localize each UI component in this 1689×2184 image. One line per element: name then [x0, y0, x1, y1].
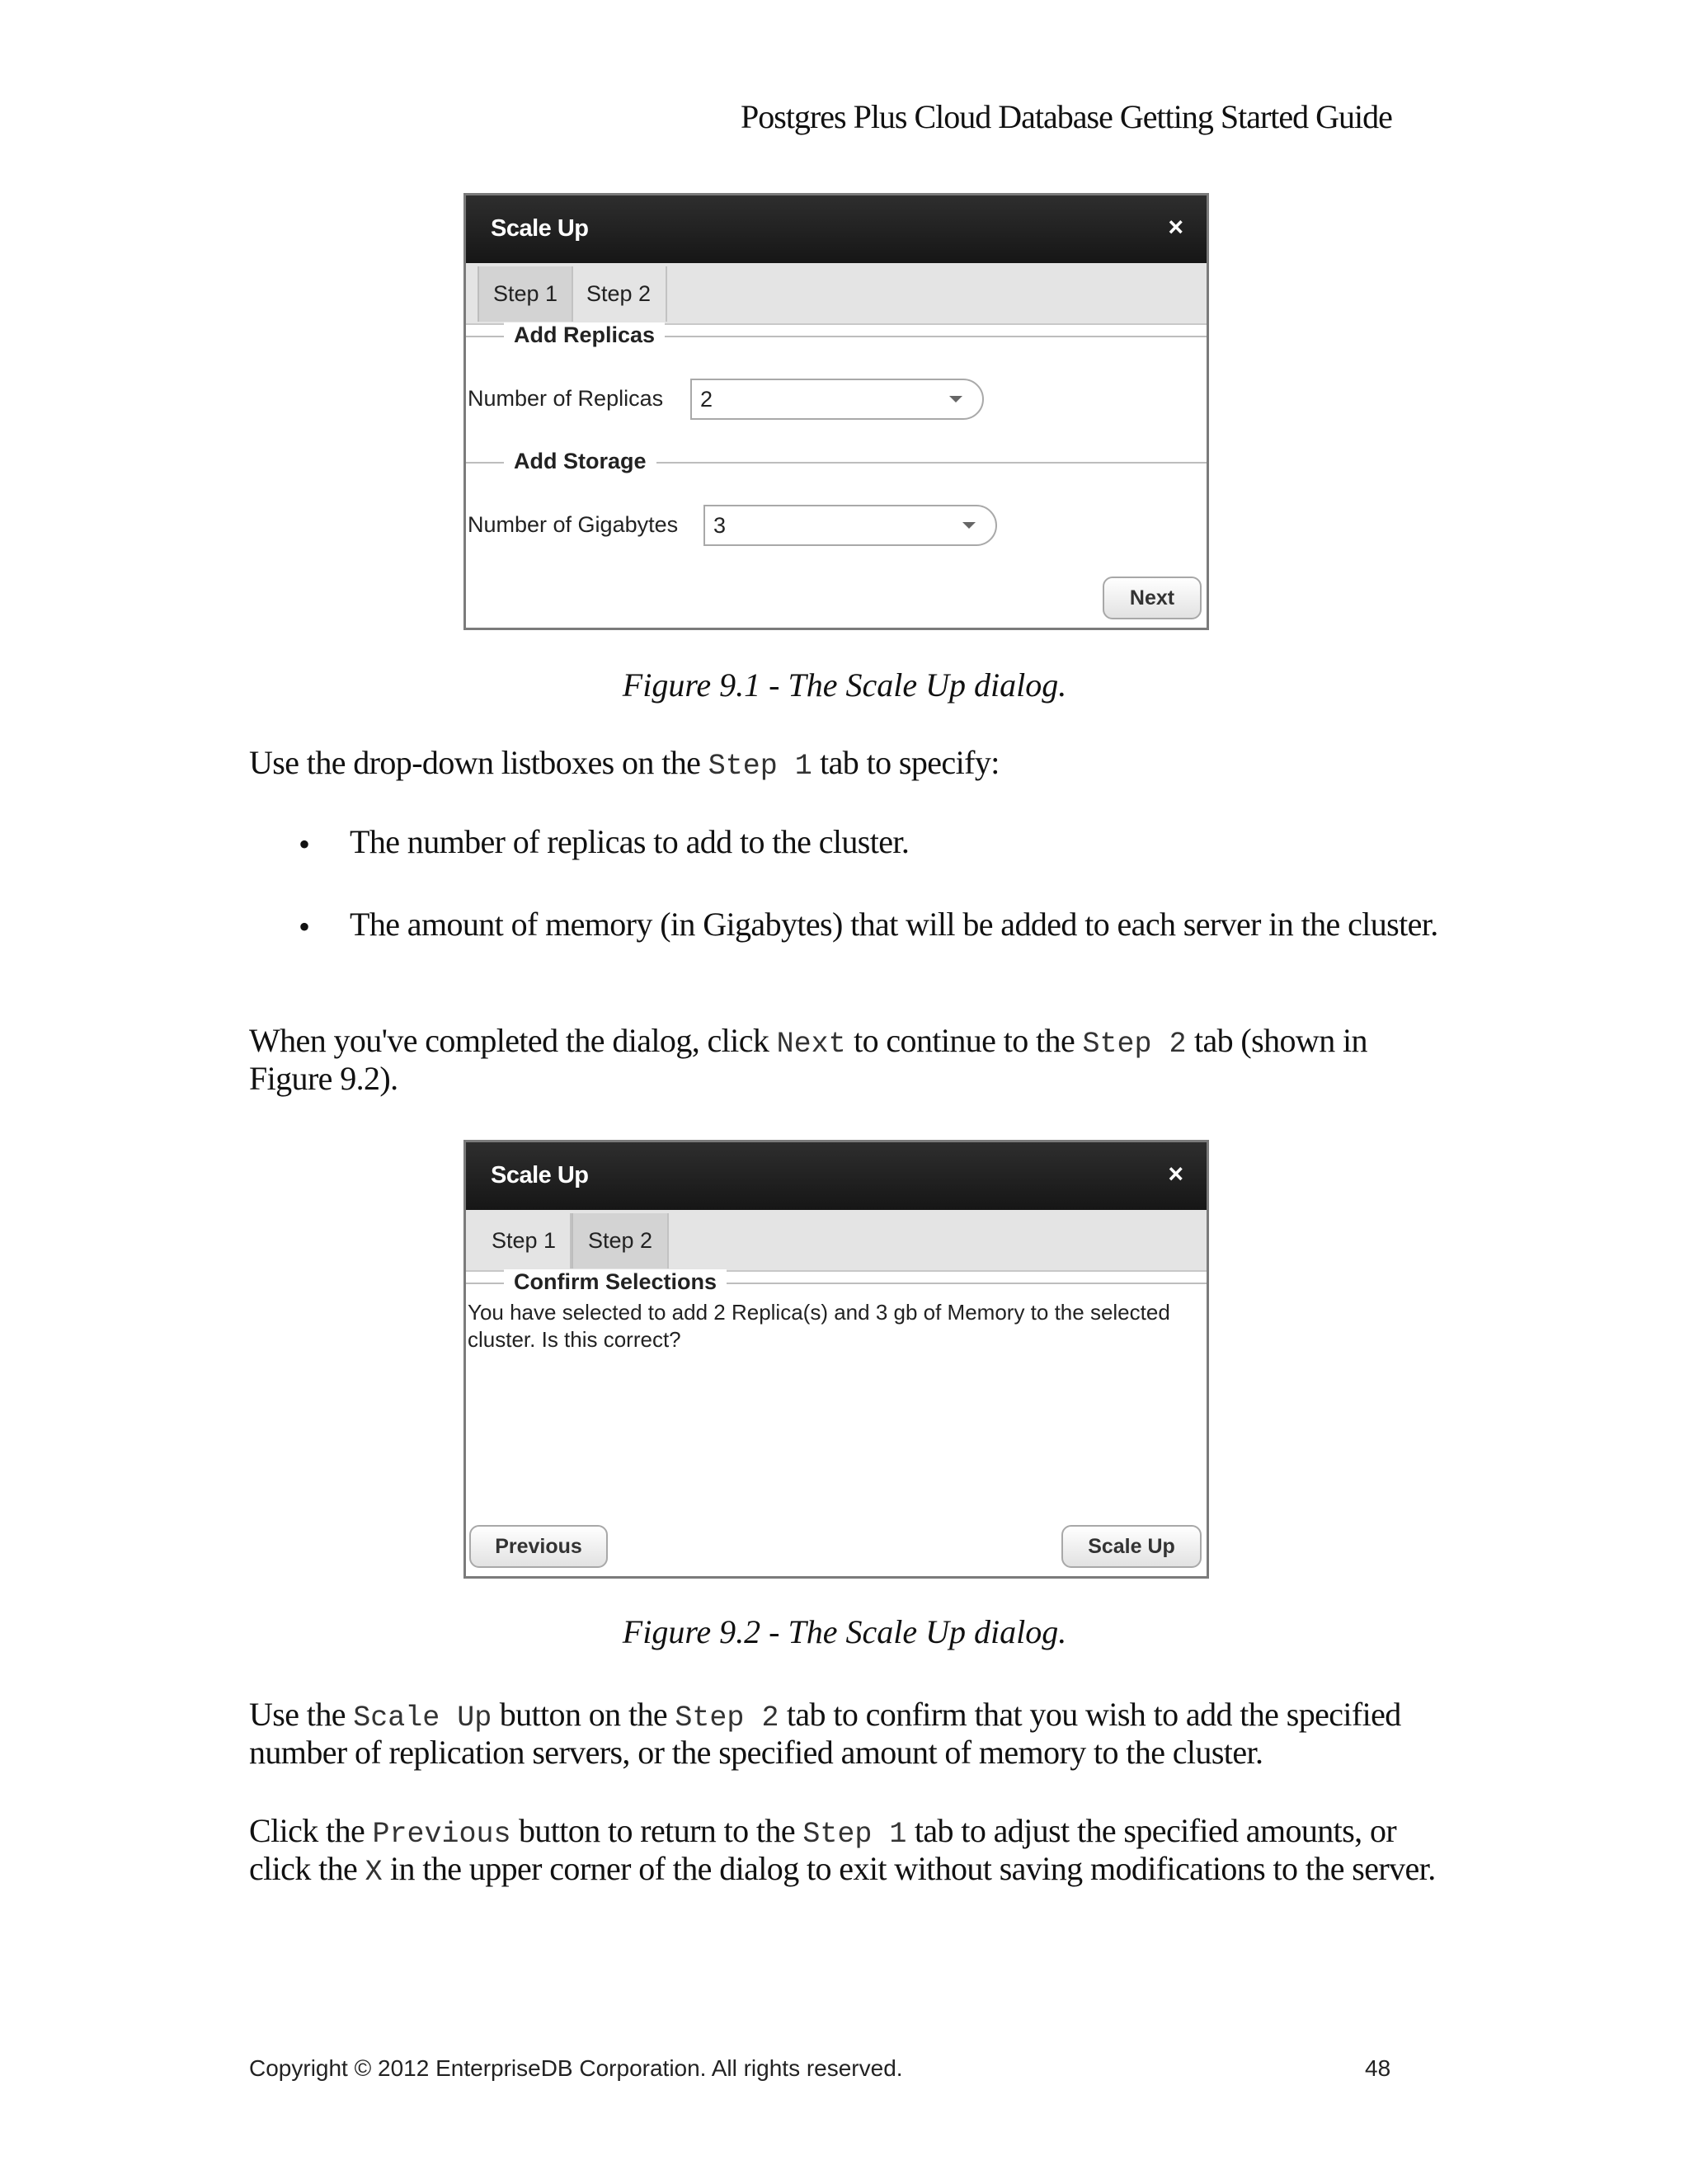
code-x: X: [365, 1856, 383, 1889]
paragraph-3: [249, 1697, 1453, 1770]
scale-up-dialog-step2: [463, 1140, 1209, 1579]
tab-bar: [466, 263, 1207, 325]
text: Click the: [249, 1812, 373, 1849]
next-button[interactable]: Next: [1103, 577, 1202, 619]
tab-step-1[interactable]: Step 1: [478, 266, 573, 322]
footer-copyright: Copyright © 2012 EnterpriseDB Corporation. All rights reserved.: [249, 2055, 903, 2081]
text: tab to specify:: [812, 744, 1000, 781]
tab-step-2[interactable]: Step 2: [572, 1213, 669, 1269]
text: tab to adjust the specified amounts, or click the: [249, 1812, 1397, 1887]
tab-bar: [466, 1210, 1207, 1272]
text: in the upper corner of the dialog to exit without saving modifications to the server.: [382, 1850, 1436, 1887]
scale-up-dialog-step1: [463, 193, 1209, 630]
text: Use the: [249, 1696, 354, 1733]
previous-button[interactable]: Previous: [469, 1525, 608, 1568]
close-icon[interactable]: ×: [1168, 1159, 1183, 1188]
fieldset-legend-add-replicas: Add Replicas: [504, 322, 665, 348]
dialog-title: Scale Up: [491, 1162, 589, 1188]
dialog-titlebar: [466, 1142, 1207, 1210]
code-step2: Step 2: [1082, 1028, 1187, 1061]
text: Use the drop-down listboxes on the: [249, 744, 708, 781]
running-header: Postgres Plus Cloud Database Getting Started Guide: [741, 98, 1392, 135]
confirmation-message: You have selected to add 2 Replica(s) and 3 gb of Memory to the selected cluster. Is this correct?: [468, 1300, 1170, 1352]
replicas-select[interactable]: [690, 379, 984, 420]
bullet-icon: •: [299, 908, 311, 945]
text: button to return to the: [510, 1812, 803, 1849]
paragraph-4: [249, 1814, 1453, 1890]
chevron-down-icon: [962, 522, 976, 529]
code-step1: Step 1: [802, 1818, 907, 1851]
figure-9-2-caption: Figure 9.2 - The Scale Up dialog.: [622, 1613, 1067, 1650]
tab-step-1[interactable]: Step 1: [478, 1213, 572, 1269]
code-scale-up: Scale Up: [353, 1702, 492, 1734]
gigabytes-label: Number of Gigabytes: [468, 512, 679, 537]
page-number: 48: [1365, 2055, 1391, 2081]
bullet-item-1: The number of replicas to add to the cluster.: [350, 823, 910, 860]
code-step2: Step 2: [675, 1702, 779, 1734]
text: button on the: [492, 1696, 675, 1733]
fieldset-legend-confirm-selections: Confirm Selections: [504, 1269, 727, 1295]
bullet-item-2: The amount of memory (in Gigabytes) that will be added to each server in the cluster.: [350, 906, 1438, 943]
fieldset-legend-add-storage: Add Storage: [504, 449, 656, 474]
text: When you've completed the dialog, click: [249, 1022, 777, 1059]
chevron-down-icon: [949, 396, 962, 402]
text: to continue to the: [845, 1022, 1083, 1059]
tab-step-2[interactable]: Step 2: [572, 266, 667, 322]
paragraph-1: [249, 746, 1453, 784]
scale-up-button[interactable]: Scale Up: [1061, 1525, 1202, 1568]
replicas-label: Number of Replicas: [468, 386, 664, 411]
text: tab to confirm that you wish to add the specified number of replication servers, or the specified amount of memory to the cluster.: [249, 1696, 1401, 1771]
gigabytes-select[interactable]: [703, 505, 997, 546]
dialog-title: Scale Up: [491, 215, 589, 242]
close-icon[interactable]: ×: [1168, 212, 1183, 242]
paragraph-2: [249, 1024, 1453, 1096]
code-next: Next: [776, 1028, 846, 1061]
bullet-icon: •: [299, 826, 311, 863]
text: tab (shown in Figure 9.2).: [249, 1022, 1367, 1097]
gigabytes-select-value: 3: [713, 513, 727, 538]
code-step1: Step 1: [708, 750, 812, 783]
dialog-titlebar: [466, 195, 1207, 263]
code-previous: Previous: [372, 1818, 511, 1851]
replicas-select-value: 2: [700, 387, 713, 412]
figure-9-1-caption: Figure 9.1 - The Scale Up dialog.: [622, 666, 1067, 704]
